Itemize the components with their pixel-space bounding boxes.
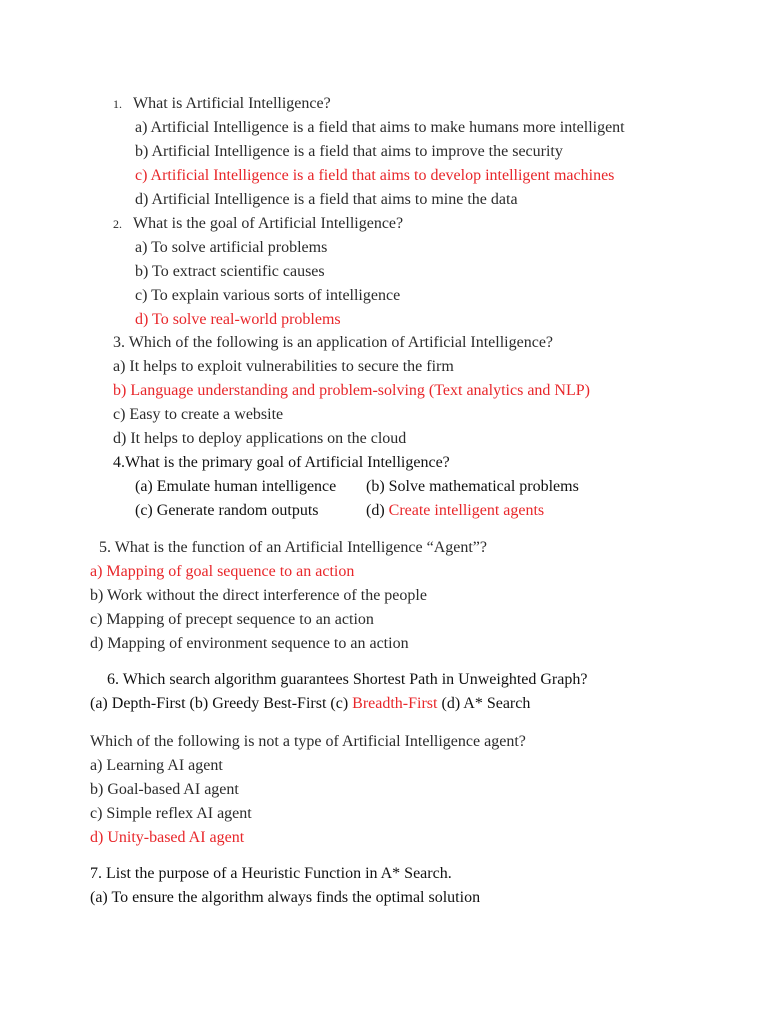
q5-option-c: c) Mapping of precept sequence to an action <box>90 611 374 628</box>
q6-answer: Breadth-First <box>352 695 438 712</box>
q2-option-c: c) To explain various sorts of intelligence <box>135 287 401 304</box>
q2-number: 2. <box>113 217 122 231</box>
q1-option-c-answer: c) Artificial Intelligence is a field that aims to develop intelligent machines <box>135 167 615 184</box>
q5-question: 5. What is the function of an Artificial Intelligence “Agent”? <box>99 539 488 556</box>
q3-option-b-answer: b) Language understanding and problem-solving (Text analytics and NLP) <box>113 382 590 399</box>
q4-question: 4.What is the primary goal of Artificial Intelligence? <box>113 454 450 471</box>
q4-option-b: (b) Solve mathematical problems <box>366 478 579 495</box>
q2-option-b: b) To extract scientific causes <box>135 263 325 280</box>
q1-number: 1. <box>113 97 122 111</box>
q4-option-d-label: (d) <box>366 502 385 519</box>
q6-options-before: (a) Depth-First (b) Greedy Best-First (c) <box>90 695 349 712</box>
q1-option-a: a) Artificial Intelligence is a field that aims to make humans more intelligent <box>135 119 625 136</box>
q6-question: 6. Which search algorithm guarantees Shortest Path in Unweighted Graph? <box>107 671 588 688</box>
q1-question <box>113 94 331 114</box>
q3-option-a: a) It helps to exploit vulnerabilities to secure the firm <box>113 358 454 375</box>
q4-option-d <box>366 501 544 521</box>
q5-option-d: d) Mapping of environment sequence to an action <box>90 635 409 652</box>
q4-option-a: (a) Emulate human intelligence <box>135 478 337 495</box>
q7-question: 7. List the purpose of a Heuristic Function in A* Search. <box>90 865 452 882</box>
q6-options-after: (d) A* Search <box>441 695 531 712</box>
q4-option-c: (c) Generate random outputs <box>135 502 319 519</box>
agent-question: Which of the following is not a type of Artificial Intelligence agent? <box>90 733 526 750</box>
agent-option-c: c) Simple reflex AI agent <box>90 805 252 822</box>
q4-option-d-answer: Create intelligent agents <box>388 502 545 519</box>
q1-option-d: d) Artificial Intelligence is a field that aims to mine the data <box>135 191 518 208</box>
q3-option-c: c) Easy to create a website <box>113 406 284 423</box>
q2-question-text: What is the goal of Artificial Intelligence? <box>133 215 404 232</box>
q1-option-b: b) Artificial Intelligence is a field that aims to improve the security <box>135 143 563 160</box>
agent-option-a: a) Learning AI agent <box>90 757 223 774</box>
q2-question <box>113 214 403 234</box>
agent-option-d-answer: d) Unity-based AI agent <box>90 829 245 846</box>
q1-question-text: What is Artificial Intelligence? <box>133 95 331 112</box>
q6-options <box>90 694 530 714</box>
agent-option-b: b) Goal-based AI agent <box>90 781 239 798</box>
q2-option-d-answer: d) To solve real-world problems <box>135 311 341 328</box>
q7-option-a: (a) To ensure the algorithm always finds the optimal solution <box>90 889 481 906</box>
q5-option-b: b) Work without the direct interference of the people <box>90 587 427 604</box>
q3-question: 3. Which of the following is an application of Artificial Intelligence? <box>113 334 554 351</box>
q3-option-d: d) It helps to deploy applications on the cloud <box>113 430 407 447</box>
q5-option-a-answer: a) Mapping of goal sequence to an action <box>90 563 355 580</box>
q2-option-a: a) To solve artificial problems <box>135 239 328 256</box>
